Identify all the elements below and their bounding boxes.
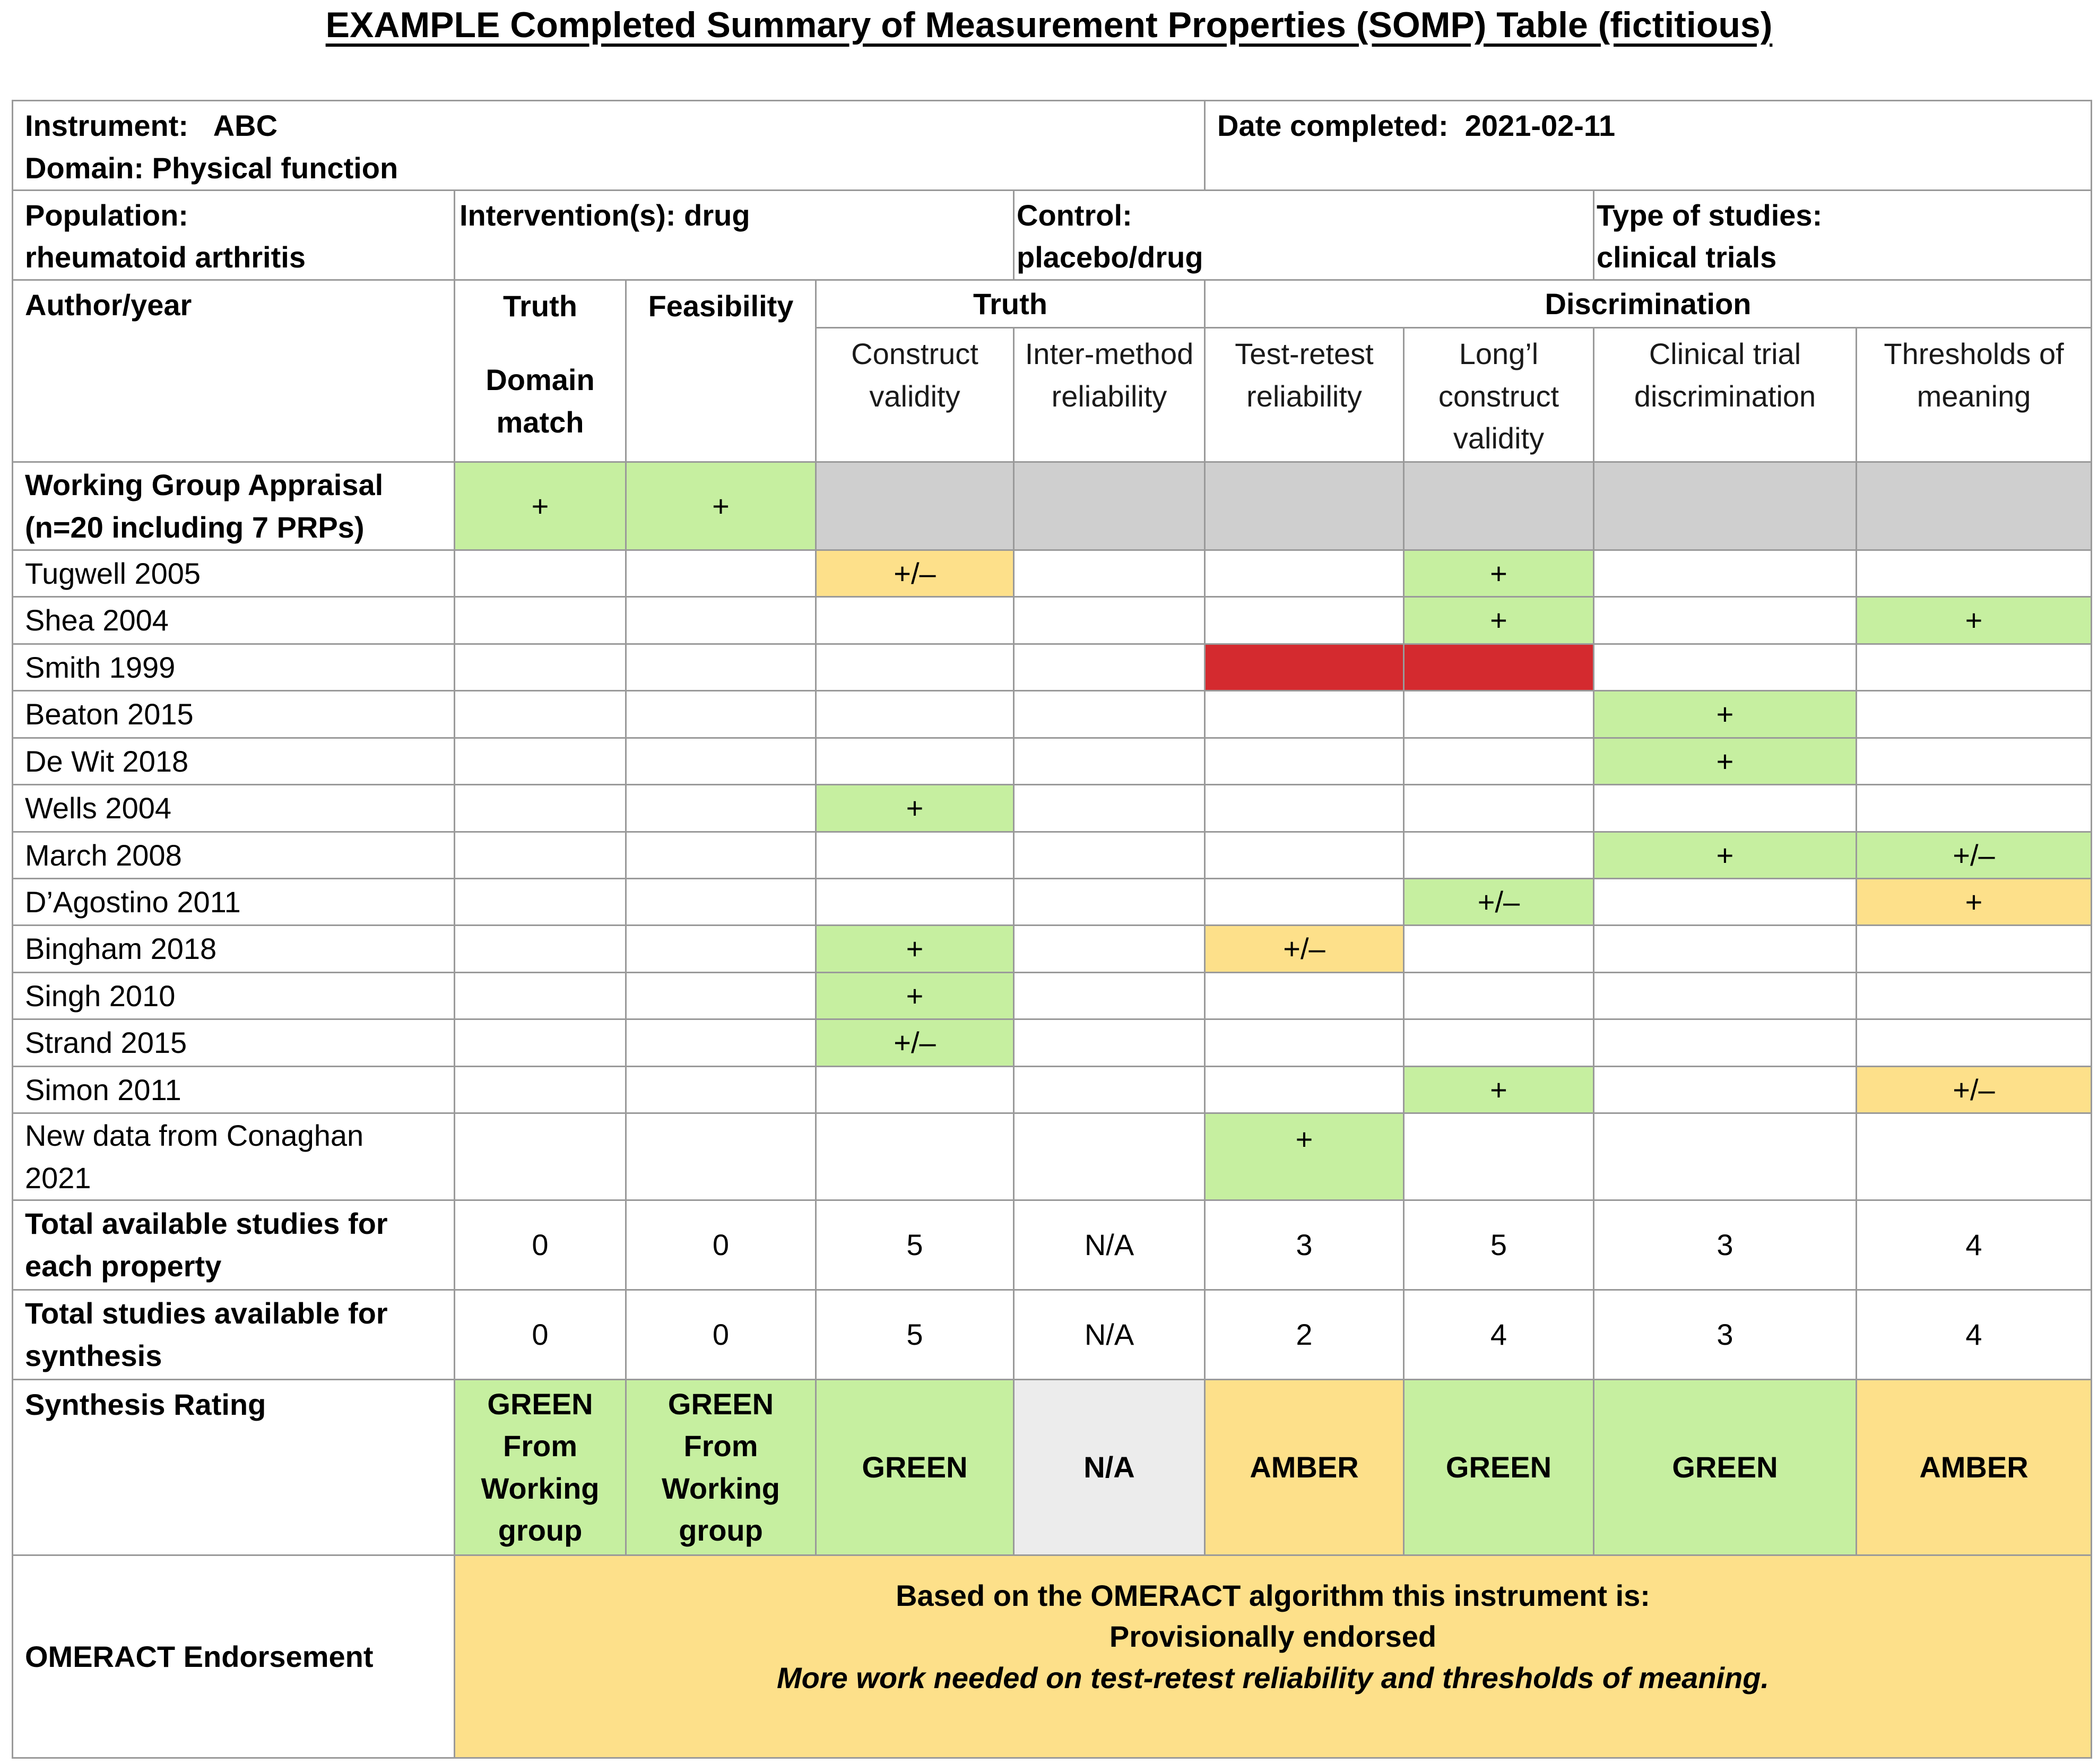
page-title: EXAMPLE Completed Summary of Measurement Properties (SOMP) Table (fictitious) <box>325 5 1773 45</box>
synthesis-rating-cell: GREEN <box>1594 1379 1857 1555</box>
empty-cell <box>1205 1066 1404 1113</box>
test-retest-label-1: Test-retest <box>1235 337 1374 371</box>
rating-cell: +/– <box>1205 926 1404 972</box>
study-row <box>13 926 2092 972</box>
test-retest-header <box>1205 328 1404 462</box>
long-construct-header <box>1404 328 1594 462</box>
study-name: Singh 2010 <box>13 972 455 1019</box>
empty-cell <box>816 1113 1014 1200</box>
empty-cell <box>1404 832 1594 878</box>
rating-cell: + <box>1404 550 1594 597</box>
empty-cell <box>1404 972 1594 1019</box>
empty-cell <box>1857 1019 2092 1066</box>
empty-cell <box>1404 926 1594 972</box>
empty-cell <box>455 1113 626 1200</box>
empty-cell <box>1205 972 1404 1019</box>
grey-cell <box>1014 462 1205 550</box>
empty-cell <box>1594 1113 1857 1200</box>
empty-cell <box>1594 785 1857 832</box>
working-group-label <box>13 462 455 550</box>
totals-available-label-1: Total available studies for <box>25 1207 388 1241</box>
synthesis-wg-line-3: Working <box>662 1471 780 1505</box>
rating-cell: + <box>816 926 1014 972</box>
test-retest-label-2: reliability <box>1246 379 1362 413</box>
header-row-population <box>13 190 2092 280</box>
empty-cell <box>1014 879 1205 926</box>
empty-cell <box>1857 644 2092 690</box>
study-row <box>13 738 2092 784</box>
synthesis-wg-line-2: From <box>683 1429 758 1463</box>
control-value: placebo/drug <box>1017 240 1203 274</box>
synthesis-rating-cell: AMBER <box>1857 1379 2092 1555</box>
total-value: 4 <box>1404 1290 1594 1379</box>
thresholds-header <box>1857 328 2092 462</box>
empty-cell <box>816 597 1014 644</box>
rating-cell: + <box>1594 738 1857 784</box>
empty-cell <box>1014 832 1205 878</box>
population-cell <box>13 190 455 280</box>
control-cell <box>1014 190 1594 280</box>
empty-cell <box>455 926 626 972</box>
author-year-header: Author/year <box>13 280 455 462</box>
empty-cell <box>455 691 626 738</box>
total-value: 4 <box>1857 1200 2092 1290</box>
empty-cell <box>1404 1113 1594 1200</box>
total-value: 0 <box>455 1290 626 1379</box>
grey-cell <box>1404 462 1594 550</box>
empty-cell <box>455 1066 626 1113</box>
study-type-label: Type of studies: <box>1597 198 1823 232</box>
inter-method-header <box>1014 328 1205 462</box>
empty-cell <box>1014 1113 1205 1200</box>
synthesis-wg-line-2: From <box>503 1429 577 1463</box>
study-name-line-2: 2021 <box>25 1161 91 1195</box>
rating-cell: + <box>1404 1066 1594 1113</box>
domain-line: Domain: Physical function <box>25 151 398 185</box>
empty-cell <box>626 1113 816 1200</box>
empty-cell <box>1404 691 1594 738</box>
synthesis-wg-line-4: group <box>498 1514 583 1547</box>
total-value: 4 <box>1857 1290 2092 1379</box>
column-header-row-1 <box>13 280 2092 327</box>
synthesis-rating-row <box>13 1379 2092 1555</box>
control-label: Control: <box>1017 198 1132 232</box>
empty-cell <box>1014 691 1205 738</box>
empty-cell <box>1594 1019 1857 1066</box>
empty-cell <box>1594 597 1857 644</box>
empty-cell <box>1014 738 1205 784</box>
study-type-cell <box>1594 190 2092 280</box>
endorsement-row <box>13 1555 2092 1758</box>
intervention-cell <box>455 190 1014 280</box>
study-name: Simon 2011 <box>13 1066 455 1113</box>
empty-cell <box>816 644 1014 690</box>
working-group-row <box>13 462 2092 550</box>
long-construct-label-1: Long’l <box>1459 337 1539 371</box>
empty-cell <box>1014 597 1205 644</box>
empty-cell <box>1857 1113 2092 1200</box>
study-row <box>13 879 2092 926</box>
empty-cell <box>455 644 626 690</box>
working-group-label-2: (n=20 including 7 PRPs) <box>25 510 365 544</box>
rating-cell: +/– <box>1857 1066 2092 1113</box>
rating-cell: +/– <box>816 550 1014 597</box>
total-value: 5 <box>816 1290 1014 1379</box>
empty-cell <box>626 926 816 972</box>
empty-cell <box>1404 1019 1594 1066</box>
synthesis-wg-line-1: GREEN <box>487 1387 593 1421</box>
empty-cell <box>1014 926 1205 972</box>
discrimination-group-header: Discrimination <box>1205 280 2092 327</box>
study-type-value: clinical trials <box>1597 240 1777 274</box>
somp-table <box>12 100 2092 1759</box>
study-row <box>13 785 2092 832</box>
grey-cell <box>1594 462 1857 550</box>
endorsement-line-3: More work needed on test-retest reliability and thresholds of meaning. <box>776 1661 1770 1694</box>
empty-cell <box>1205 738 1404 784</box>
total-value: 2 <box>1205 1290 1404 1379</box>
empty-cell <box>1594 644 1857 690</box>
empty-cell <box>1205 879 1404 926</box>
study-row <box>13 832 2092 878</box>
grey-cell <box>1857 462 2092 550</box>
study-name-line-1: New data from Conaghan <box>25 1119 364 1152</box>
totals-synthesis-label-1: Total studies available for <box>25 1296 388 1330</box>
study-name: De Wit 2018 <box>13 738 455 784</box>
study-row <box>13 691 2092 738</box>
empty-cell <box>1404 785 1594 832</box>
truth-label: Truth <box>503 289 577 323</box>
date-value: 2021-02-11 <box>1464 109 1616 142</box>
study-name: Beaton 2015 <box>13 691 455 738</box>
study-name: Wells 2004 <box>13 785 455 832</box>
study-row <box>13 644 2092 690</box>
empty-cell <box>1594 879 1857 926</box>
empty-cell <box>1205 832 1404 878</box>
synthesis-wg-cell <box>626 1379 816 1555</box>
study-name: Tugwell 2005 <box>13 550 455 597</box>
instrument-cell <box>13 101 1205 191</box>
empty-cell <box>455 1019 626 1066</box>
rating-cell: +/– <box>1857 832 2092 878</box>
rating-cell: + <box>816 972 1014 1019</box>
synthesis-rating-cell: GREEN <box>816 1379 1014 1555</box>
thresholds-label-2: meaning <box>1917 379 2031 413</box>
empty-cell <box>626 691 816 738</box>
empty-cell <box>455 785 626 832</box>
total-value: 5 <box>1404 1200 1594 1290</box>
clinical-trial-label-2: discrimination <box>1634 379 1816 413</box>
empty-cell <box>1857 550 2092 597</box>
empty-cell <box>626 738 816 784</box>
totals-available-label-2: each property <box>25 1249 222 1283</box>
rating-cell: +/– <box>1404 879 1594 926</box>
intervention-text: Intervention(s): drug <box>460 198 750 232</box>
empty-cell <box>455 832 626 878</box>
truth-group-header: Truth <box>816 280 1205 327</box>
population-value: rheumatoid arthritis <box>25 240 306 274</box>
empty-cell <box>1205 550 1404 597</box>
clinical-trial-label-1: Clinical trial <box>1649 337 1801 371</box>
empty-cell <box>1857 691 2092 738</box>
header-row-instrument <box>13 101 2092 191</box>
empty-cell <box>626 972 816 1019</box>
rating-cell: + <box>1594 691 1857 738</box>
empty-cell <box>1594 926 1857 972</box>
empty-cell <box>626 597 816 644</box>
red-rating-cell <box>1205 644 1404 690</box>
totals-synthesis-label-2: synthesis <box>25 1338 162 1372</box>
empty-cell <box>1014 550 1205 597</box>
empty-cell <box>1594 1066 1857 1113</box>
total-value: N/A <box>1014 1200 1205 1290</box>
total-value: 0 <box>626 1200 816 1290</box>
study-name <box>13 1113 455 1200</box>
study-row <box>13 550 2092 597</box>
empty-cell <box>1205 785 1404 832</box>
rating-cell: + <box>1594 832 1857 878</box>
study-name: Smith 1999 <box>13 644 455 690</box>
clinical-trial-header <box>1594 328 1857 462</box>
total-value: N/A <box>1014 1290 1205 1379</box>
study-row <box>13 597 2092 644</box>
wg-domain-match-cell: + <box>455 462 626 550</box>
empty-cell <box>1014 785 1205 832</box>
empty-cell <box>1594 550 1857 597</box>
rating-cell: + <box>1205 1113 1404 1200</box>
empty-cell <box>1404 738 1594 784</box>
empty-cell <box>816 691 1014 738</box>
thresholds-label-1: Thresholds of <box>1884 337 2064 371</box>
long-construct-label-3: validity <box>1453 421 1545 455</box>
study-name: Strand 2015 <box>13 1019 455 1066</box>
empty-cell <box>626 879 816 926</box>
domain-match-label-2: match <box>496 405 584 439</box>
empty-cell <box>455 550 626 597</box>
inter-method-label-2: reliability <box>1051 379 1167 413</box>
empty-cell <box>626 1019 816 1066</box>
empty-cell <box>626 1066 816 1113</box>
empty-cell <box>626 644 816 690</box>
rating-cell: + <box>1857 597 2092 644</box>
synthesis-rating-cell: AMBER <box>1205 1379 1404 1555</box>
study-row <box>13 1019 2092 1066</box>
construct-validity-label-1: Construct <box>851 337 978 371</box>
totals-synthesis-row <box>13 1290 2092 1379</box>
feasibility-header: Feasibility <box>626 280 816 462</box>
synthesis-rating-cell: N/A <box>1014 1379 1205 1555</box>
synthesis-rating-cell: GREEN <box>1404 1379 1594 1555</box>
empty-cell <box>455 879 626 926</box>
inter-method-label-1: Inter-method <box>1025 337 1194 371</box>
study-row <box>13 1066 2092 1113</box>
total-value: 3 <box>1594 1290 1857 1379</box>
synthesis-rating-label: Synthesis Rating <box>13 1379 455 1555</box>
empty-cell <box>816 738 1014 784</box>
empty-cell <box>626 832 816 878</box>
construct-validity-label-2: validity <box>869 379 960 413</box>
grey-cell <box>816 462 1014 550</box>
study-name: Bingham 2018 <box>13 926 455 972</box>
synthesis-wg-cell <box>455 1379 626 1555</box>
long-construct-label-2: construct <box>1438 379 1559 413</box>
date-label: Date completed: <box>1217 109 1449 142</box>
endorsement-cell <box>455 1555 2092 1758</box>
empty-cell <box>626 785 816 832</box>
synthesis-wg-line-3: Working <box>481 1471 600 1505</box>
working-group-label-1: Working Group Appraisal <box>25 468 384 502</box>
rating-cell: + <box>1404 597 1594 644</box>
empty-cell <box>455 738 626 784</box>
total-value: 5 <box>816 1200 1014 1290</box>
empty-cell <box>1857 785 2092 832</box>
date-cell <box>1205 101 2092 191</box>
rating-cell: + <box>816 785 1014 832</box>
study-row <box>13 1113 2092 1200</box>
total-value: 0 <box>455 1200 626 1290</box>
grey-cell <box>1205 462 1404 550</box>
empty-cell <box>1014 1019 1205 1066</box>
empty-cell <box>1857 972 2092 1019</box>
population-label: Population: <box>25 198 188 232</box>
empty-cell <box>1014 1066 1205 1113</box>
synthesis-wg-line-4: group <box>679 1514 763 1547</box>
total-value: 0 <box>626 1290 816 1379</box>
endorsement-label: OMERACT Endorsement <box>13 1555 455 1758</box>
empty-cell <box>816 832 1014 878</box>
empty-cell <box>1205 597 1404 644</box>
empty-cell <box>816 1066 1014 1113</box>
study-row <box>13 972 2092 1019</box>
study-name: D’Agostino 2011 <box>13 879 455 926</box>
endorsement-line-2: Provisionally endorsed <box>1109 1620 1437 1654</box>
totals-synthesis-label <box>13 1290 455 1379</box>
rating-cell: +/– <box>816 1019 1014 1066</box>
empty-cell <box>1594 972 1857 1019</box>
empty-cell <box>1205 1019 1404 1066</box>
empty-cell <box>1857 738 2092 784</box>
instrument-label: Instrument: <box>25 109 188 142</box>
domain-match-label-1: Domain <box>486 363 595 397</box>
synthesis-wg-line-1: GREEN <box>667 1387 774 1421</box>
study-name: Shea 2004 <box>13 597 455 644</box>
totals-available-label <box>13 1200 455 1290</box>
empty-cell <box>626 550 816 597</box>
totals-available-row <box>13 1200 2092 1290</box>
truth-domain-match-header <box>455 280 626 462</box>
endorsement-line-1: Based on the OMERACT algorithm this instrument is: <box>896 1579 1650 1613</box>
instrument-value: ABC <box>213 109 278 142</box>
red-rating-cell <box>1404 644 1594 690</box>
empty-cell <box>816 879 1014 926</box>
empty-cell <box>1014 972 1205 1019</box>
construct-validity-header <box>816 328 1014 462</box>
empty-cell <box>455 972 626 1019</box>
total-value: 3 <box>1594 1200 1857 1290</box>
rating-cell: + <box>1857 879 2092 926</box>
empty-cell <box>1205 691 1404 738</box>
wg-feasibility-cell: + <box>626 462 816 550</box>
empty-cell <box>1857 926 2092 972</box>
empty-cell <box>1014 644 1205 690</box>
total-value: 3 <box>1205 1200 1404 1290</box>
empty-cell <box>455 597 626 644</box>
study-name: March 2008 <box>13 832 455 878</box>
